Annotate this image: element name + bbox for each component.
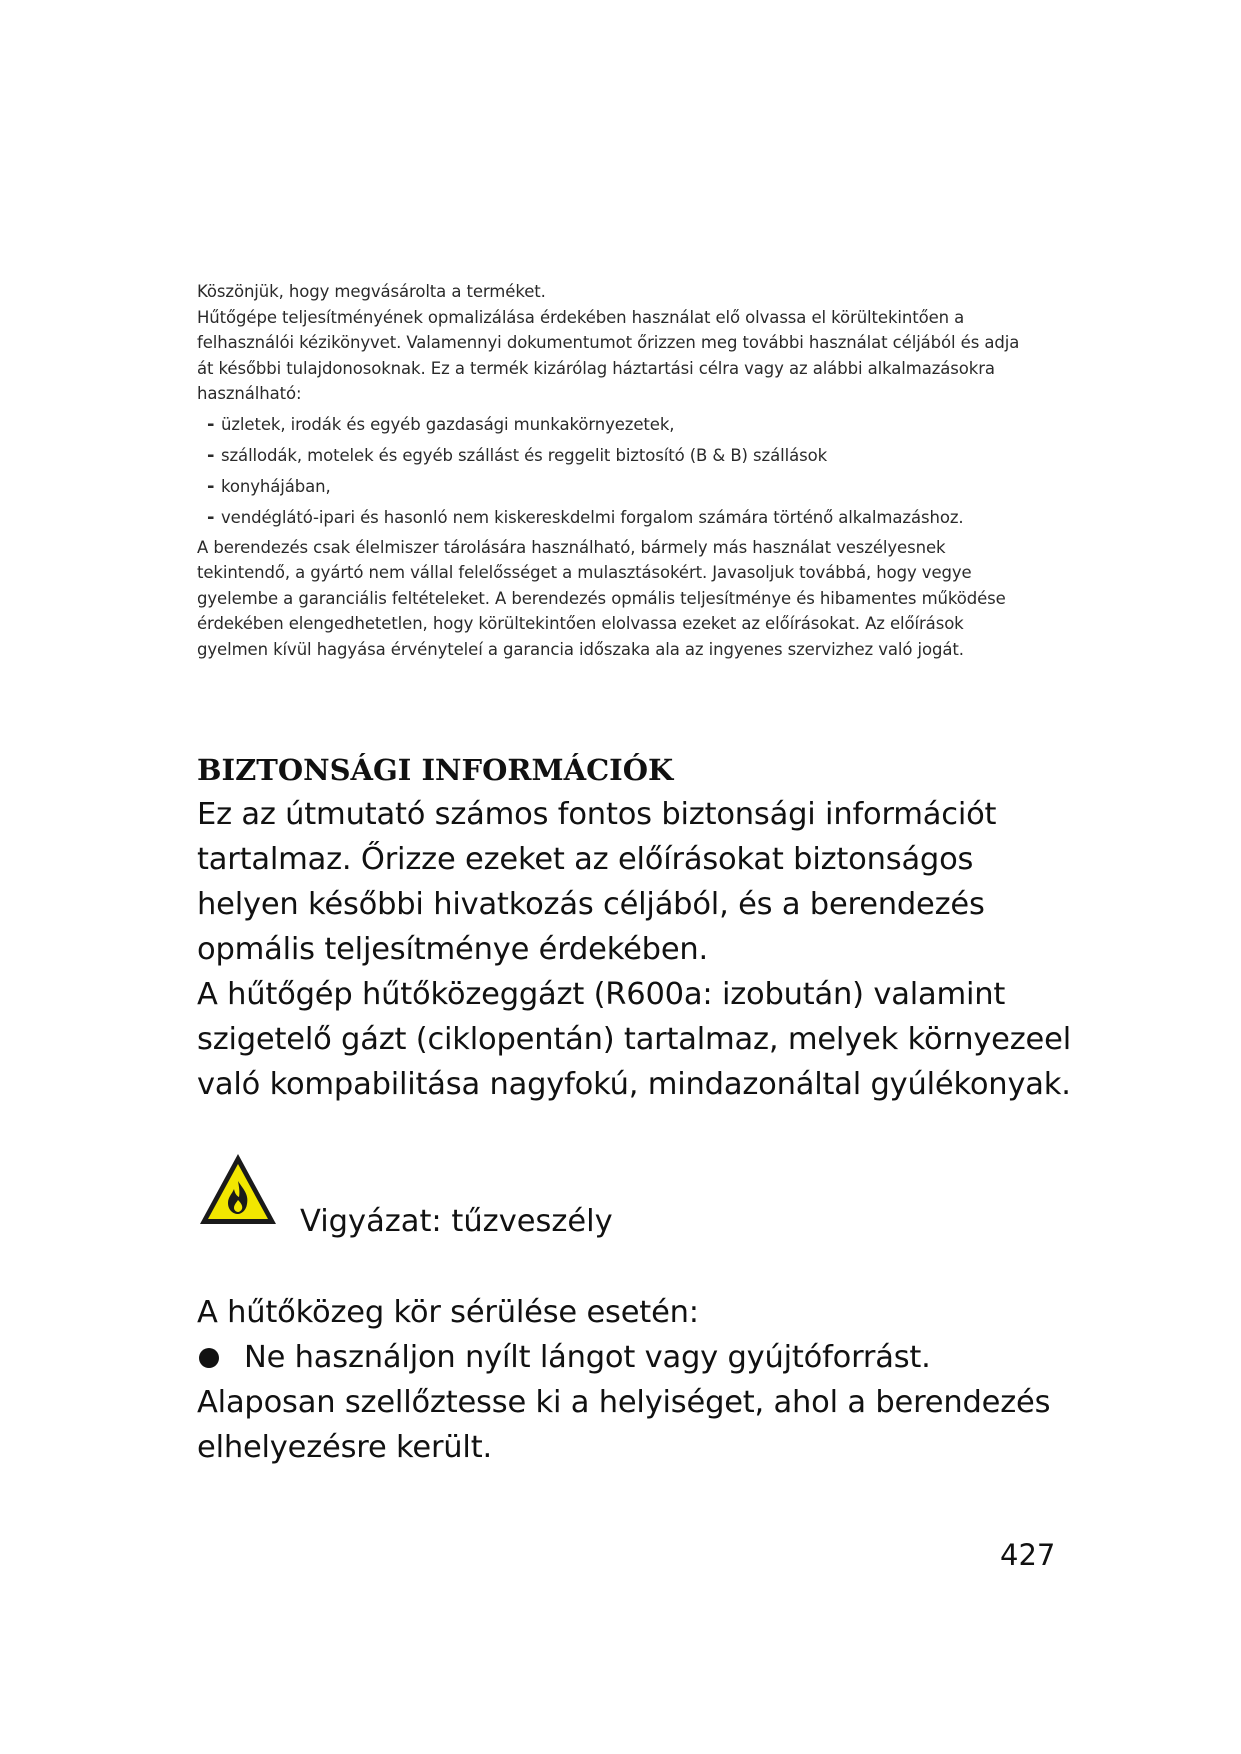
intro-thanks: Köszönjük, hogy megvásárolta a terméket.	[197, 282, 546, 301]
list-item-text: vendéglátó-ipari és hasonló nem kiskereskdelmi forgalom számára történő alkalmazáshoz.	[221, 507, 964, 527]
list-dash: -	[207, 444, 215, 466]
safety-title: BIZTONSÁGI INFORMÁCIÓK	[197, 753, 674, 787]
list-item-text: üzletek, irodák és egyéb gazdasági munkakörnyezetek,	[221, 414, 675, 434]
safety-paragraph-2: A hűtőgép hűtőközeggázt (R600a: izobután) valamint szigetelő gázt (ciklopentán) tartalmaz, melyek környezeel való kompabilitása nagyfokú, mindazonáltal gyúlékonyak.	[197, 977, 1071, 1102]
list-item-text: szállodák, motelek és egyéb szállást és reggelit biztosító (B & B) szállások	[221, 445, 828, 465]
fire-warning-text: Vigyázat: tűzveszély	[300, 1204, 613, 1239]
list-item	[207, 409, 1027, 440]
list-dash: -	[207, 413, 215, 435]
intro-usage-warning: A berendezés csak élelmiszer tárolására használható, bármely más használat veszélyesnek tekintendő, a gyártó nem vállal felelősséget a mulasztásokért. Javasoljuk továbbá, hogy vegye gyelembe a garanciális feltételeket. A berendezés opmális teljesítménye és hibamentes működése érdekében elengedhetetlen, hogy körültekintően elolvassa ezeket az előírásokat. Az előírások gyelmen kívül hagyása érvényteleí a garancia időszaka ala az ingyenes szervizhez való jogát.	[197, 537, 1006, 659]
leak-paragraph: Alaposan szellőztesse ki a helyiséget, ahol a berendezés elhelyezésre került.	[197, 1385, 1051, 1465]
fire-warning	[197, 1150, 613, 1239]
leak-section	[197, 1290, 1077, 1470]
list-item-text: konyhájában,	[221, 476, 331, 496]
flammable-warning-icon	[197, 1150, 279, 1230]
leak-bullet	[197, 1335, 1077, 1380]
leak-heading: A hűtőközeg kör sérülése esetén:	[197, 1295, 699, 1330]
leak-bullet-text: Ne használjon nyílt lángot vagy gyújtóforrást.	[244, 1340, 931, 1375]
list-item	[207, 502, 1027, 533]
safety-paragraph-1: Ez az útmutató számos fontos biztonsági információt tartalmaz. Őrizze ezeket az előírásokat biztonságos helyen későbbi hivatkozás céljából, és a berendezés opmális teljesítménye érdekében.	[197, 797, 997, 967]
usage-list	[197, 409, 1027, 533]
bullet-dot-icon	[199, 1348, 219, 1368]
list-dash: -	[207, 506, 215, 528]
intro-section	[197, 279, 1027, 662]
list-dash: -	[207, 475, 215, 497]
page-number: 427	[1000, 1538, 1056, 1572]
safety-section	[197, 748, 1077, 1107]
list-item	[207, 440, 1027, 471]
list-item	[207, 471, 1027, 502]
intro-instructions: Hűtőgépe teljesítményének opmalizálása érdekében használat elő olvassa el körültekintően a felhasználói kézikönyvet. Valamennyi dokumentumot őrizzen meg további használat céljából és adja át későbbi tulajdonosoknak. Ez a termék kizárólag háztartási célra vagy az alábbi alkalmazásokra használható:	[197, 307, 1020, 403]
